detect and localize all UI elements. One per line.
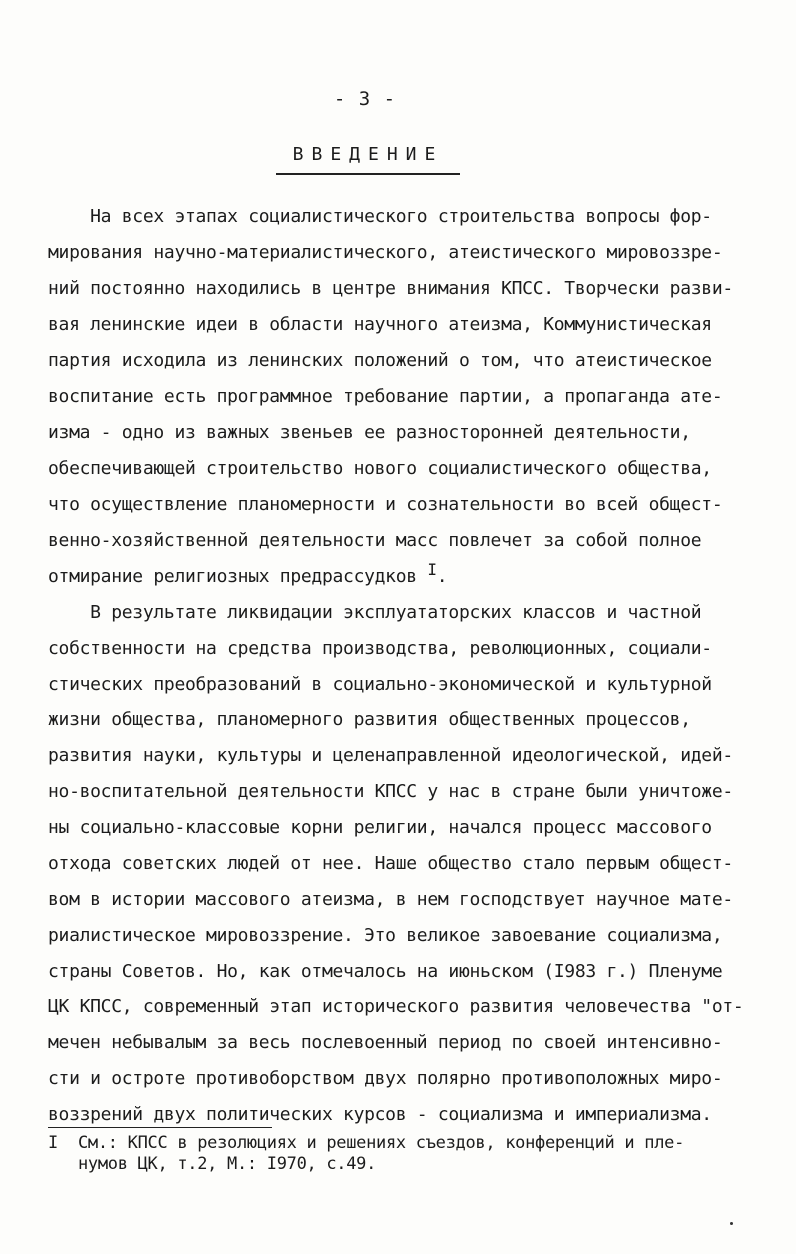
text-line: партия исходила из ленинских положений о том, что атеистическое — [48, 350, 712, 371]
text-line: ны социально-классовые корни религии, начался процесс массового — [48, 817, 712, 838]
text-line: развития науки, культуры и целенаправленной идеологической, идей- — [48, 745, 733, 766]
text-line: страны Советов. Но, как отмечалось на июньском (I983 г.) Пленуме — [48, 961, 723, 982]
footnote-divider — [48, 1127, 272, 1128]
text-line: венно-хозяйственной деятельности масс повлечет за собой полное — [48, 530, 702, 551]
text-line: жизни общества, планомерного развития общественных процессов, — [48, 709, 691, 730]
scan-speck — [730, 1222, 733, 1225]
text-line-with-footnote — [48, 560, 748, 588]
text-line: мечен небывалым за весь послевоенный период по своей интенсивно- — [48, 1032, 723, 1053]
text-line: ЦК КПСС, современный этап исторического развития человечества "от- — [48, 996, 744, 1017]
footnote-line: нумов ЦК, т.2, М.: I970, с.49. — [78, 1154, 377, 1174]
text-line: риалистическое мировоззрение. Это великое завоевание социализма, — [48, 925, 723, 946]
footnote-mark: I — [48, 1133, 59, 1153]
text-line: На всех этапах социалистического строительства вопросы фор- — [48, 206, 712, 227]
text-line: стических преобразований в социально-экономической и культурной — [48, 674, 712, 695]
page-number: - 3 - — [333, 88, 397, 110]
text-line: что осуществление планомерности и сознательности во всей общест- — [48, 494, 723, 515]
text-line: изма - одно из важных звеньев ее разносторонней деятельности, — [48, 422, 691, 443]
text-line: сти и остроте противоборством двух полярно противоположных миро- — [48, 1068, 723, 1089]
text-line: В результате ликвидации эксплуататорских классов и частной — [48, 602, 702, 623]
footnote-line: См.: КПСС в резолюциях и решениях съездов, конференций и пле- — [78, 1133, 685, 1153]
text-line: собственности на средства производства, революционных, социали- — [48, 638, 712, 659]
text-line: ний постоянно находились в центре внимания КПСС. Творчески разви- — [48, 278, 733, 299]
text-line: воспитание есть программное требование партии, а пропаганда ате- — [48, 386, 723, 407]
footnote-reference: I — [427, 560, 437, 579]
text-line: мирования научно-материалистического, атеистического мировоззре- — [48, 242, 723, 263]
sentence-end: . — [436, 566, 448, 587]
text-line: вом в истории массового атеизма, в нем господствует научное мате- — [48, 889, 733, 910]
text-line: отмирание религиозных предрассудков — [48, 566, 428, 587]
text-line: обеспечивающей строительство нового социалистического общества, — [48, 458, 712, 479]
text-line: но-воспитательной деятельности КПСС у нас в стране были уничтоже- — [48, 781, 733, 802]
text-line: вая ленинские идеи в области научного атеизма, Коммунистическая — [48, 314, 712, 335]
text-line: отхода советских людей от нее. Наше общество стало первым общест- — [48, 853, 733, 874]
page-title: ВВЕДЕНИЕ — [276, 144, 460, 175]
text-line: воззрений двух политических курсов - социализма и империализма. — [48, 1104, 712, 1125]
